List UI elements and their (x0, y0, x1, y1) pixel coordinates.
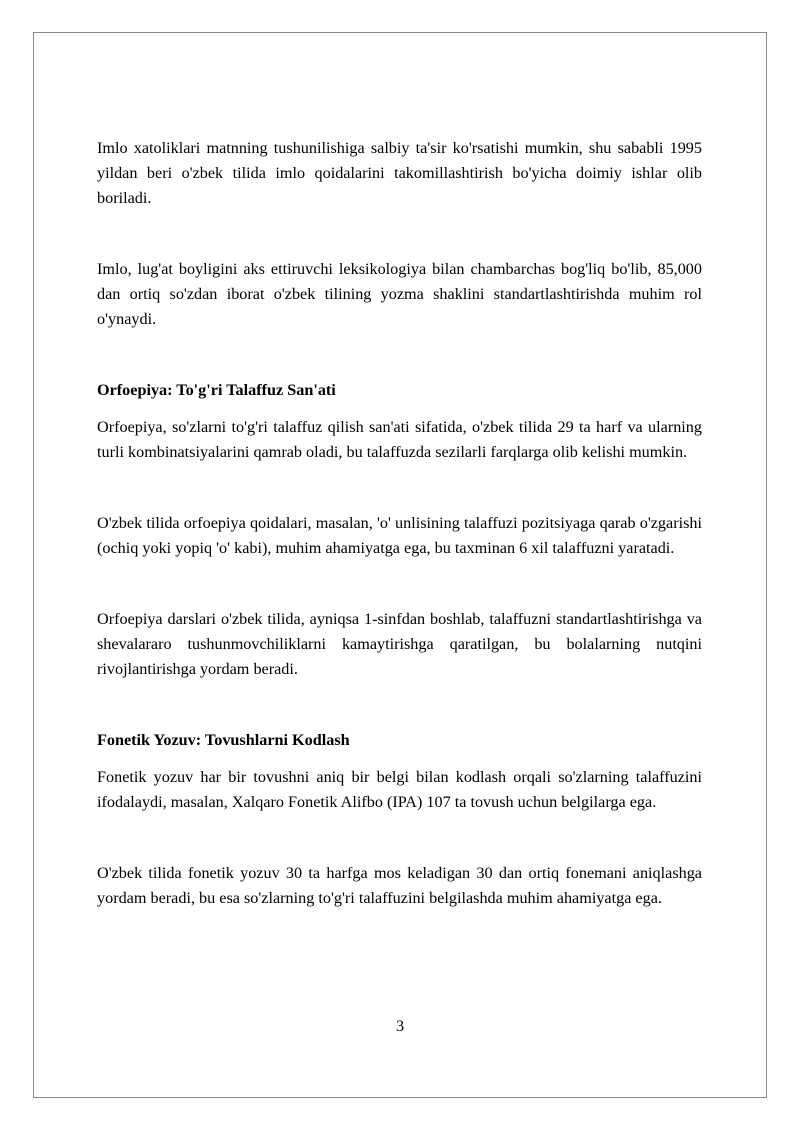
section-heading: Fonetik Yozuv: Tovushlarni Kodlash (97, 731, 350, 749)
paragraph: O'zbek tilida orfoepiya qoidalari, masalan, 'o' unlisining talaffuzi pozitsiyaga qarab o'zgarishi (ochiq yoki yopiq 'o' kabi), muhim ahamiyatga ega, bu taxminan 6 xil talaffuzni yaratadi. (97, 514, 702, 557)
section-heading: Orfoepiya: To'g'ri Talaffuz San'ati (97, 381, 336, 399)
paragraph: O'zbek tilida fonetik yozuv 30 ta harfga mos keladigan 30 dan ortiq fonemani aniqlashga yordam beradi, bu esa so'zlarning to'g'ri talaffuzini belgilashda muhim ahamiyatga ega. (97, 864, 702, 907)
page-number: 3 (395, 1017, 405, 1035)
paragraph: Imlo xatoliklari matnning tushunilishiga salbiy ta'sir ko'rsatishi mumkin, shu sababli 1995 yildan beri o'zbek tilida imlo qoidalarini takomillashtirish bo'yicha doimiy ishlar olib boriladi. (97, 139, 702, 207)
page-content (97, 136, 702, 911)
paragraph: Orfoepiya darslari o'zbek tilida, ayniqsa 1-sinfdan boshlab, talaffuzni standartlashtirishga va shevalararo tushunmovchiliklarni kamaytirishga qaratilgan, bu bolalarning nutqini rivojlantirishga yordam beradi. (97, 610, 702, 678)
paragraph: Fonetik yozuv har bir tovushni aniq bir belgi bilan kodlash orqali so'zlarning talaffuzini ifodalaydi, masalan, Xalqaro Fonetik Alifbo (IPA) 107 ta tovush uchun belgilarga ega. (97, 768, 702, 811)
paragraph: Orfoepiya, so'zlarni to'g'ri talaffuz qilish san'ati sifatida, o'zbek tilida 29 ta harf va ularning turli kombinatsiyalarini qamrab oladi, bu talaffuzda sezilarli farqlarga olib kelishi mumkin. (97, 418, 702, 461)
paragraph: Imlo, lug'at boyligini aks ettiruvchi leksikologiya bilan chambarchas bog'liq bo'lib, 85,000 dan ortiq so'zdan iborat o'zbek tilining yozma shaklini standartlashtirishda muhim rol o'ynaydi. (97, 260, 702, 328)
